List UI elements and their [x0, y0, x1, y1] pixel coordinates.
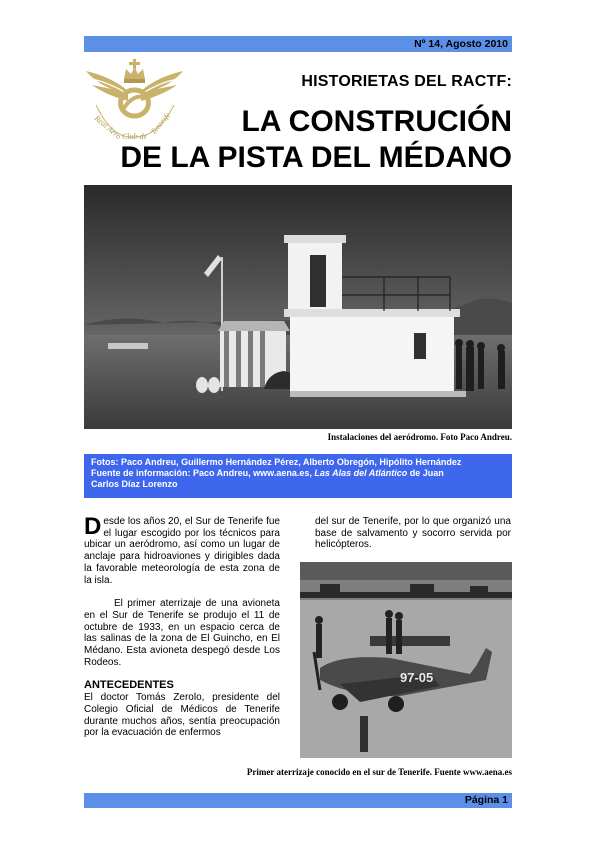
source-credits-cont: Carlos Díaz Lorenzo — [91, 479, 178, 489]
source-credits: Fuente de información: Paco Andreu, www.aena.es, Las Alas del Atlántico de Juan — [91, 468, 444, 478]
header-bar — [84, 36, 512, 52]
page-title — [120, 104, 512, 176]
biplane-photo — [300, 562, 512, 758]
page-number: Página 1 — [464, 794, 508, 806]
title-line-2: DE LA PISTA DEL MÉDANO — [120, 141, 512, 174]
aerodrome-photo — [84, 185, 512, 429]
article-paragraph: Desde los años 20, el Sur de Tenerife fue el lugar escogido por los técnicos para ubicar un aeródromo, así como un lugar de anclaje para hidroaviones y dirigibles dada la favorable meteorología de esta zona de la isla. — [84, 513, 280, 586]
section-heading: ANTECEDENTES — [84, 679, 174, 692]
article-column-2 — [315, 516, 511, 551]
book-title: Las Alas del Atlántico — [314, 468, 408, 478]
footer-bar — [84, 793, 512, 808]
article-column-1 — [84, 513, 280, 739]
credits-box — [84, 454, 512, 498]
svg-text:Tenerife: Tenerife — [148, 110, 173, 137]
photo-credits: Fotos: Paco Andreu, Guillermo Hernández Pérez, Alberto Obregón, Hipólito Hernández — [91, 457, 462, 467]
title-line-1: LA CONSTRUCIÓN — [241, 105, 512, 138]
article-paragraph: El primer aterrizaje de una avioneta en el Sur de Tenerife se produjo el 11 de octubre de 1933, en un espacio cerca de las salinas de la zona de El Guincho, en El Médano. Esta avioneta despegó desde Los Rodeos. — [84, 598, 280, 668]
svg-text:Club de: Club de — [122, 132, 148, 141]
issue-label: Nº 14, Agosto 2010 — [414, 38, 508, 50]
article-paragraph: El doctor Tomás Zerolo, presidente del Colegio Oficial de Médicos de Tenerife durante muchos años, sentía preocupación por la evacuación de enfermos — [84, 692, 280, 739]
drop-cap: D — [84, 513, 102, 540]
plane-registration: 97-05 — [400, 670, 434, 685]
article-paragraph: del sur de Tenerife, por lo que organizó una base de salvamento y socorro servida por helicópteros. — [315, 516, 511, 551]
series-title: HISTORIETAS DEL RACTF: — [301, 73, 512, 90]
photo-caption: Instalaciones del aeródromo. Foto Paco Andreu. — [327, 432, 512, 442]
svg-text:Real Aero: Real Aero — [92, 113, 123, 141]
photo-caption: Primer aterrizaje conocido en el sur de Tenerife. Fuente www.aena.es — [246, 767, 512, 777]
